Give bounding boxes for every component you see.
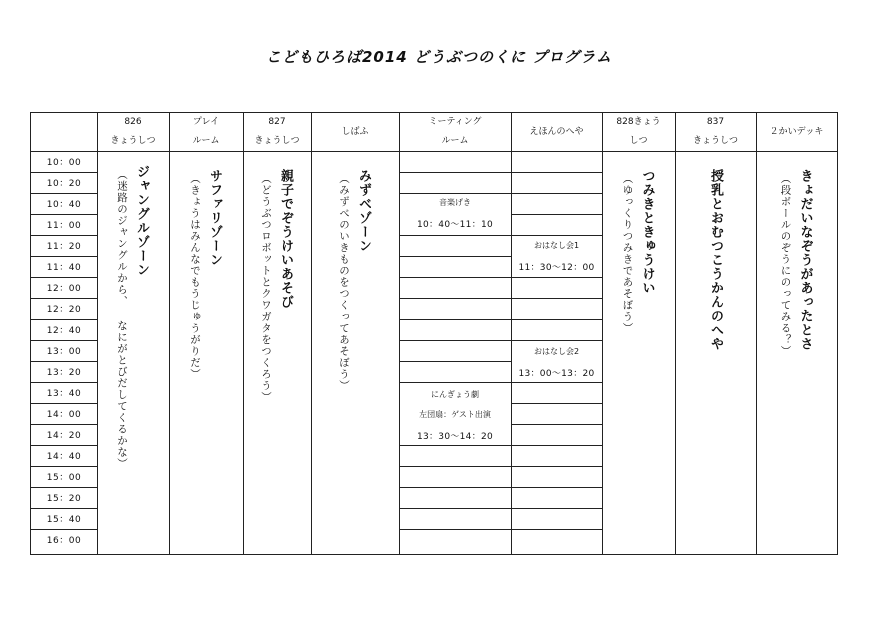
merged-cell [512,255,602,258]
grid-line [399,382,602,383]
header-room-837 [675,113,756,151]
grid-line [31,529,97,530]
grid-line [399,235,602,236]
header-line1: 828きょう [616,117,661,127]
merged-cell [400,213,511,216]
header-lawn [311,113,399,151]
zone-name: つみきときゅうけい [639,169,655,295]
event-time: 13：00〜13：20 [518,369,595,379]
time-slot: 14：40 [46,452,82,462]
header-room-828 [602,113,675,151]
zone-name: 授乳とおむつこうかんのへや [708,169,723,351]
zone-giant-elephant [756,169,837,357]
event-name: おはなし会2 [533,347,580,356]
event-sub: 左団扇：ゲスト出演 [419,410,491,419]
zone-name: ジャングルゾーン [134,165,149,277]
time-slot: 10：40 [46,200,82,210]
time-slot: 15：20 [46,494,82,504]
header-line1: 827 [268,117,286,127]
grid-line [243,113,244,554]
grid-line [602,113,603,554]
time-slot: 10：00 [46,158,82,168]
time-slot: 13：40 [46,389,82,399]
zone-description: （きょうはみんなでもうじゅうがりだ） [189,173,201,380]
header-line1: 837 [706,117,725,127]
zone-safari [169,169,243,380]
header-line2: きょうしつ [692,136,738,146]
grid-line [311,113,312,554]
header-deck [756,113,837,151]
header-line1: プレイ [192,117,220,127]
grid-line [31,445,97,446]
page-title: こどもひろば2014 どうぶつのくに プログラム [265,48,613,66]
zone-jungle [97,165,169,470]
header-line2: ルーム [441,136,469,146]
zone-description: （どうぶつロボットとクワガタをつくろう） [260,173,272,403]
grid-line [399,319,602,320]
event-time: 11：30〜12：00 [518,263,595,273]
grid-line [399,445,602,446]
grid-line [97,113,98,554]
header-line1: ミーティング [428,117,482,127]
event-name: 音楽げき [439,198,471,207]
grid-line [399,113,400,554]
zone-description: （ゆっくりつみきであそぼう） [621,173,634,334]
time-slot: 15：40 [46,515,82,525]
header-line2: ルーム [192,136,220,146]
zone-name: サファリゾーン [207,169,222,267]
zone-description: （迷路のジャングルから、 なにがとびだしてくるかな） [116,169,128,470]
grid-line [31,256,97,257]
time-slot: 10：20 [46,179,82,189]
time-slot: 16：00 [46,536,82,546]
header-line2: しつ [629,136,648,146]
grid-line [31,466,97,467]
zone-zoukei [243,169,311,403]
grid-line [31,340,97,341]
time-slot: 14：20 [46,431,82,441]
time-slot: 11：00 [46,221,82,231]
grid-line [31,193,97,194]
time-slot: 14：00 [46,410,82,420]
grid-line [399,298,602,299]
grid-line [399,508,602,509]
event-time: 13：30〜14：20 [416,432,494,442]
merged-cell [400,402,511,405]
header-line2: きょうしつ [254,136,300,146]
header-line1: えほんのへや [529,126,584,137]
grid-line [31,487,97,488]
grid-line [31,214,97,215]
zone-tsumiki [602,169,675,334]
grid-line [31,151,837,152]
time-slot: 13：00 [46,347,82,357]
header-line2: きょうしつ [110,136,156,146]
zone-name: 親子でぞうけいあそび [278,169,293,309]
grid-line [31,382,97,383]
header-line1: しばふ [341,126,369,137]
event-time: 10：40〜11：10 [416,220,494,230]
grid-line [31,361,97,362]
header-room-827 [243,113,311,151]
grid-line [31,277,97,278]
grid-line [399,487,602,488]
zone-description: （みずべのいきものをつくってあそぼう） [338,173,350,392]
event-name: おはなし会1 [533,241,580,250]
zone-description: （段ボールのぞうにのってみる？） [779,173,792,357]
time-slot: 12：20 [46,305,82,315]
header-ehon-room [511,113,602,151]
grid-line [675,113,676,554]
zone-name: きょだいなぞうがあったとさ [797,169,813,351]
grid-line [399,172,602,173]
program-table [30,112,838,555]
merged-cell [512,360,602,363]
grid-line [756,113,757,554]
grid-line [399,466,602,467]
time-slot: 15：00 [46,473,82,483]
time-slot: 12：40 [46,326,82,336]
grid-line [399,193,602,194]
grid-line [31,235,97,236]
grid-line [399,529,602,530]
grid-line [31,508,97,509]
grid-line [169,113,170,554]
zone-name: みずベゾーン [356,169,371,253]
header-meeting-room [399,113,511,151]
event-name: にんぎょう劇 [431,390,479,399]
grid-line [31,319,97,320]
time-slot: 12：00 [46,284,82,294]
time-slot: 11：40 [46,263,82,273]
time-slot: 13：20 [46,368,82,378]
grid-line [31,298,97,299]
header-play-room [169,113,243,151]
grid-line [31,403,97,404]
grid-line [31,172,97,173]
grid-line [399,277,602,278]
time-slot: 11：20 [46,242,82,252]
merged-cell [400,423,511,426]
grid-line [31,424,97,425]
zone-mizube [311,169,399,392]
zone-nursing [675,169,756,351]
header-line1: 826 [124,117,142,127]
header-line1: ２かいデッキ [769,126,824,137]
header-room-826 [97,113,169,151]
grid-line [511,113,512,554]
grid-line [399,340,602,341]
